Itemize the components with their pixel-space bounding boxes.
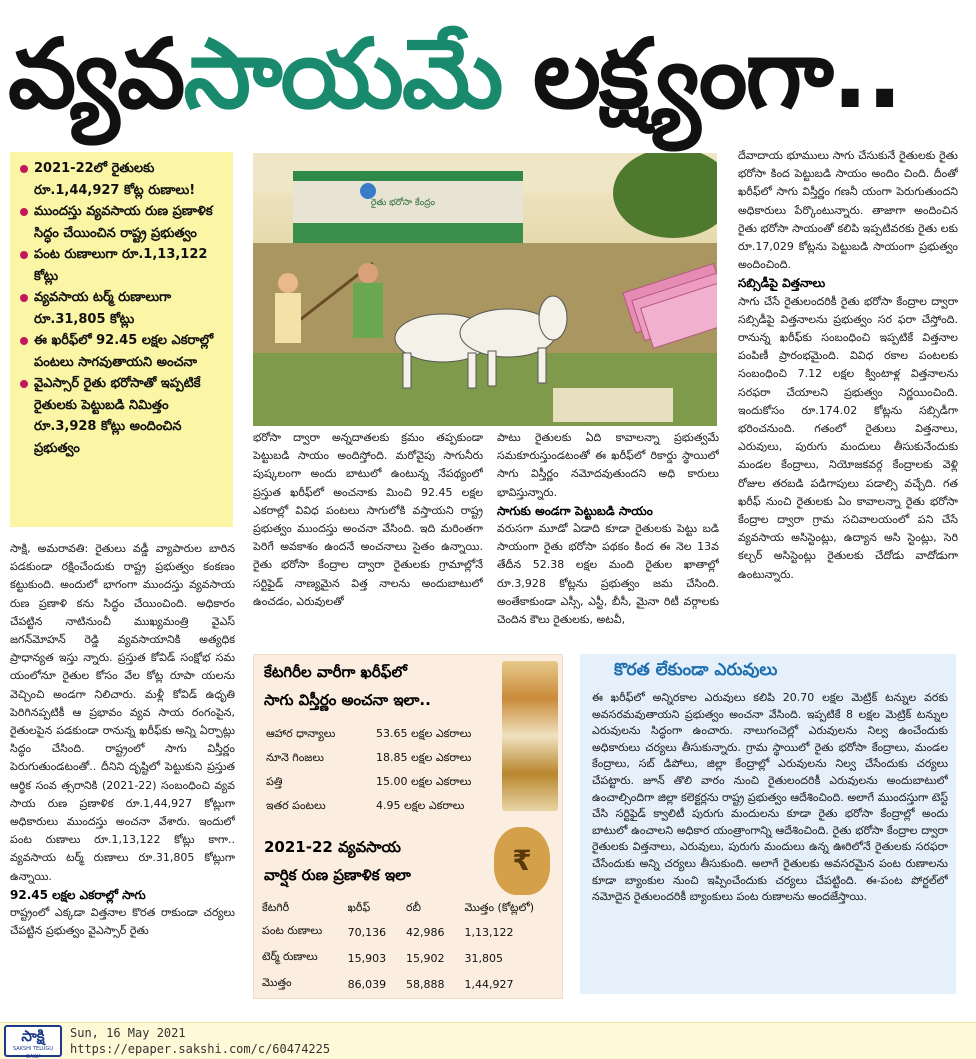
article-paragraph: వరుసగా మూడో ఏడాది కూడా రైతులకు పెట్టు బడి సాయంగా రైతు భరోసా పథకం కింద ఈ నెల 13వ తేదీన 52.38 లక్షల మంది రైతుల ఖాతాల్లో రూ.3,928 కోట్లను ప్రభుత్వం జమ చేసింది. అంతేకాకుండా ఎస్సీ, ఎస్టీ, బీసీ, మైనా రిటీ వర్గాలకు చెందిన కౌలు రైతులకు, అటవీ, bbox=[497, 522, 719, 627]
article-subheading: 92.45 లక్షల ఎకరాల్లో సాగు bbox=[10, 887, 146, 902]
highlights-box bbox=[10, 152, 233, 527]
table-row bbox=[258, 971, 558, 997]
headline bbox=[8, 14, 968, 144]
table-cell: 70,136 bbox=[347, 925, 387, 939]
article-column-3 bbox=[497, 429, 719, 649]
photo-sign: రైతు భరోసా కేంద్రం bbox=[370, 198, 436, 208]
grains-image bbox=[502, 661, 558, 811]
statistics-box bbox=[253, 654, 563, 999]
table-cell: టెర్మ్ రుణాలు bbox=[262, 950, 318, 963]
fertilizer-body: ఈ ఖరీఫ్‌లో అన్నిరకాల ఎరువులు కలిపి 20.70 లక్షల మెట్రిక్ టన్నుల వరకు అవసరమవుతాయని ప్రభుత్వం అంచనా వేసింది. ఇప్పటికే 8 లక్షల మెట్రిక్ టన్నుల ఎరువులను సిద్ధంగా ఉంచారు. నాలుగంచెల్లో ఎరువులను నిల్వ ఉంచేందుకు అధికారులు చర్యలు తీసుకున్నారు. గ్రామ స్థాయిలో రైతు భరోసా కేంద్రాలు, మండల కేంద్రాలు, సబ్ డిపోలు, జిల్లా కేంద్రాల్లో ఎరువులను నిల్వ చేసేందుకు చర్యలు చేపట్టారు. జూన్ తొలి వారం నుంచి రైతులందరికీ ఎరువులను అందుబాటులో ఉంచాల్సిందిగా జిల్లా కలెక్టర్లను రాష్ట్ర ప్రభుత్వం ఆదేశించింది. అలాగే ముందస్తుగా టెస్ట్ చేసి సర్టిఫైడ్ క్వాలిటీ పురుగు మందులను కూడా రైతు భరోసా కేంద్రాల్లో అందు బాటులో ఉంచాలని అధికార యంత్రాంగాన్ని ఆదేశించింది. రైతు భరోసా కేంద్రాల ద్వారా రైతులకు విత్తనాలు, ఎరువులు, పురుగు మందులు ఉన్న ఊరిలోనే రైతులకు సరఫరా చేసేందుకు అన్ని చర్యలు తీసుకుంది. అలాగే రైతులకు అవసరమైన పంట రుణాలను కూడా బ్యాంకుల నుంచి ఇప్పించేందుకు చర్యలు చేపట్టింది. ఈ-పంట పోర్టల్‌లో నమోదైన రైతులందరికీ బ్యాంకులు పంట రుణాలను అందజేస్తాయి. bbox=[592, 691, 948, 904]
table-cell: 1,44,927 bbox=[464, 977, 514, 991]
table-row bbox=[258, 919, 558, 945]
loan-title-line2: వార్షిక రుణ ప్రణాళిక ఇలా bbox=[264, 866, 411, 884]
table-cell: మొత్తం bbox=[262, 976, 292, 989]
article-paragraph: సాక్షి, అమరావతి: రైతులు వడ్డీ వ్యాపారుల బారిన పడకుండా రక్షించేందుకు రాష్ట్ర ప్రభుత్వం కంకణం కట్టుకుంది. అందులో భాగంగా ముందస్తు వ్యవసాయ రుణ ప్రణాళి కను సిద్ధం చేయించింది. అధికారం చేపట్టిన నాటినుంచీ ముఖ్యమంత్రి వైఎస్ జగన్‌మోహన్ రెడ్డి వ్యవసాయానికి అత్యధిక ప్రాధాన్యత ఇస్తు న్నారు. ప్రస్తుత కోవిడ్ సంక్షోభ సమ యంలోనూ రైతుల కోసం వేల కోట్ల రూపా యలను వెచ్చించి అండగా నిలిచారు. మళ్లీ కోవిడ్ ఉధృతి పెరిగినప్పటికీ ఆ ప్రభావం వ్యవ సాయ రంగంపైన, రైతులపైన పడకుండా రానున్న ఖరీఫ్‌కు అన్ని ఏర్పాట్లు సిద్ధం చేసింది. రాష్ట్రంలో సాగు విస్తీర్ణం పెరుగుతుండటంతో.. దీనిని దృష్టిలో పెట్టుకుని ప్రస్తుత ఆర్థిక సంవ త్సరానికి (2021-22) సంబంధించి వ్యవ సాయ రుణ ప్రణాళిక రూ.1,44,927 కోట్లుగా అధికారులు ముందస్తు అంచనా వేశారు. ఇందులో పంట రుణాలు రూ.1,13,122 కోట్లు కాగా.. వ్యవసాయ టర్మ్ రుణాలు రూ.31,805 కోట్లుగా ఉన్నాయి. bbox=[10, 542, 235, 883]
crops-table bbox=[262, 723, 502, 819]
column-header: రబీ bbox=[406, 901, 422, 914]
loan-title-line1: 2021-22 వ్యవసాయ bbox=[264, 838, 401, 856]
crop-value: 18.85 లక్షల ఎకరాలు bbox=[376, 751, 472, 764]
sakshi-logo bbox=[4, 1025, 62, 1057]
article-paragraph: పాటు రైతులకు ఏది కావాలన్నా ప్రభుత్వమే సమకూరుస్తుండటంతో ఈ ఖరీఫ్‌లో రికార్డు స్థాయిలో సాగు విస్తీర్ణం నమోదవుతుందని అధి కారులు భావిస్తున్నారు. bbox=[497, 431, 719, 499]
crop-label: నూనె గింజలు bbox=[266, 751, 324, 764]
column-header: మొత్తం (కోట్లలో) bbox=[464, 901, 535, 914]
table-row bbox=[262, 747, 502, 771]
article-paragraph: భరోసా ద్వారా అన్నదాతలకు క్రమం తప్పకుండా పెట్టుబడి సాయం అందిస్తోంది. మరోవైపు సాగునీరు పుష్కలంగా అందు బాటులో ఉంటున్న నేపథ్యంలో ప్రస్తుత ఖరీఫ్‌లో అంచనాకు మించి 92.45 లక్షల ఎకరాల్లో వివిధ పంటలు సాగులోకి వస్తాయని రాష్ట్ర ప్రభుత్వం ముందస్తు అంచనా వేసింది. ఇది మరింతగా పెరిగే అవకాశం ఉందనే అంచనాలు సైతం ఉన్నాయి. రైతు భరోసా కేంద్రాల ద్వారా రైతులకు గ్రామాల్లోనే సర్టిఫైడ్ నాణ్యమైన విత్త నాలను అందుబాటులో ఉంచడం, ఎరువులతో bbox=[253, 431, 483, 608]
footer-date: Sun, 16 May 2021 bbox=[70, 1026, 186, 1040]
logo-text: సాక్షి bbox=[21, 1027, 45, 1045]
crop-label: ఇతర పంటలు bbox=[266, 799, 326, 812]
article-column-4 bbox=[738, 147, 958, 642]
article-subheading: సాగుకు అండగా పెట్టుబడి సాయం bbox=[497, 503, 653, 518]
table-cell: 31,805 bbox=[464, 951, 503, 965]
headline-part1: వ్యవ bbox=[8, 18, 184, 130]
logo-subtext: SAKSHI TELUGU DAILY bbox=[13, 1046, 53, 1059]
highlight-item: పంట రుణాలుగా రూ.1,13,122 కోట్లు bbox=[20, 244, 227, 287]
headline-part2: సాయమే bbox=[183, 18, 502, 130]
article-column-2 bbox=[253, 429, 483, 649]
crop-value: 15.00 లక్షల ఎకరాలు bbox=[376, 775, 472, 788]
headline-part3: లక్ష్యంగా.. bbox=[501, 18, 901, 130]
table-row bbox=[262, 795, 502, 819]
crop-label: ఆహార ధాన్యాలు bbox=[266, 727, 336, 740]
footer-url[interactable]: https://epaper.sakshi.com/c/60474225 bbox=[70, 1042, 331, 1056]
crop-label: పత్తి bbox=[266, 775, 283, 788]
article-paragraph: దేవాదాయ భూములు సాగు చేసుకునే రైతులకు రైతు భరోసా కింద పెట్టుబడి సాయం అందిం చింది. దీంతో ఖరీఫ్‌లో సాగు విస్తీర్ణం గణనీ యంగా పెరుగుతుందని అధికారులు పేర్కొంటున్నారు. తాజాగా అందించిన రైతు భరోసా సాయంతో కలిపి ఇప్పటివరకు రైతు లకు రూ.17,029 కోట్లను పెట్టుబడి సాయంగా ప్రభుత్వం అందించింది. bbox=[738, 149, 958, 272]
highlight-item: వైఎస్సార్ రైతు భరోసాతో ఇప్పటికే రైతులకు పెట్టుబడి నిమిత్తం రూ.3,928 కోట్లు అందించిన ప్రభుత్వం bbox=[20, 373, 227, 459]
highlight-item: 2021-22లో రైతులకు రూ.1,44,927 కోట్ల రుణాలు! bbox=[20, 158, 227, 201]
table-cell: 15,902 bbox=[406, 951, 445, 965]
footer-bar bbox=[0, 1022, 976, 1059]
crop-value: 53.65 లక్షల ఎకరాలు bbox=[376, 727, 472, 740]
highlight-item: వ్యవసాయ టర్మ్ రుణాలుగా రూ.31,805 కోట్లు bbox=[20, 287, 227, 330]
highlight-item: ముందస్తు వ్యవసాయ రుణ ప్రణాళిక సిద్ధం చేయించిన రాష్ట్ర ప్రభుత్వం bbox=[20, 201, 227, 244]
farmers-photo bbox=[253, 153, 717, 426]
loan-table bbox=[258, 899, 558, 997]
article-subheading: సబ్సిడీపై విత్తనాలు bbox=[738, 276, 826, 291]
article-paragraph: సాగు చేసే రైతులందరికీ రైతు భరోసా కేంద్రాల ద్వారా సబ్సిడీపై విత్తనాలను ప్రభుత్వం సర ఫరా చేస్తోంది. రానున్న ఖరీఫ్‌కు సంబంధించి ఇప్పటికే విత్తనాల పంపిణీ ప్రారంభమైంది. వివిధ రకాల పంటలకు సంబంధించి 7.12 లక్షల క్వింటాళ్ల విత్తనాలను సరఫరా చేయాలని ప్రభుత్వం నిర్ణయించింది. ఇందుకోసం రూ.174.02 కోట్లను సబ్సిడీగా భరించనుంది. గతంలో రైతులు విత్తనాలు, ఎరువులు, పురుగు మందులు తీసుకునేందుకు మండల కేంద్రాలు, నియోజకవర్గ కేంద్రాలకు వెళ్లి రోజుల తరబడి పడిగాపులు పడాల్సి వచ్చేది. గత ఖరీఫ్ నుంచి రైతులకు ఏం కావాలన్నా రైతు భరోసా కేంద్రాల ద్వారా గ్రామ సచివాలయంలో పని చేసే వ్యవసాయ అసిస్టెంట్లు, ఉద్యాన అసి స్టెంట్లు, సెరి కల్చర్ అసిస్టెంట్లు రైతులకు చేదోడు వాదోడుగా ఉంటున్నారు. bbox=[738, 294, 958, 581]
photo-illustration bbox=[253, 153, 717, 426]
highlights-list bbox=[20, 158, 227, 459]
crops-title-line2: సాగు విస్తీర్ణం అంచనా ఇలా.. bbox=[264, 691, 431, 709]
table-cell: 1,13,122 bbox=[464, 925, 514, 939]
column-header: కేటగిరీ bbox=[262, 901, 290, 914]
fertilizer-title: కొరత లేకుండా ఎరువులు bbox=[614, 660, 778, 680]
table-row bbox=[262, 723, 502, 747]
table-cell: 58,888 bbox=[406, 977, 445, 991]
table-cell: 42,986 bbox=[406, 925, 445, 939]
article-paragraph: రాష్ట్రంలో ఎక్కడా విత్తనాల కొరత రాకుండా చర్యలు చేపట్టిన ప్రభుత్వం వైఎస్సార్ రైతు bbox=[10, 906, 235, 938]
table-header-row bbox=[258, 899, 558, 919]
fertilizer-box bbox=[580, 654, 956, 994]
table-cell: 15,903 bbox=[347, 951, 387, 965]
loan-title bbox=[264, 835, 484, 887]
table-cell: 86,039 bbox=[347, 977, 387, 991]
crops-title-line1: కేటగిరీల వారీగా ఖరీఫ్‌లో bbox=[264, 663, 407, 681]
table-row bbox=[262, 771, 502, 795]
crop-value: 4.95 లక్షల ఎకరాలు bbox=[376, 799, 465, 812]
column-header: ఖరీఫ్ bbox=[347, 901, 371, 914]
table-cell: పంట రుణాలు bbox=[262, 924, 323, 937]
crops-title bbox=[264, 661, 494, 711]
highlight-item: ఈ ఖరీఫ్‌లో 92.45 లక్షల ఎకరాల్లో పంటలు సాగవుతాయని అంచనా bbox=[20, 330, 227, 373]
article-column-1 bbox=[10, 540, 235, 1016]
money-bag-icon: ₹ bbox=[494, 827, 550, 895]
table-row bbox=[258, 945, 558, 971]
